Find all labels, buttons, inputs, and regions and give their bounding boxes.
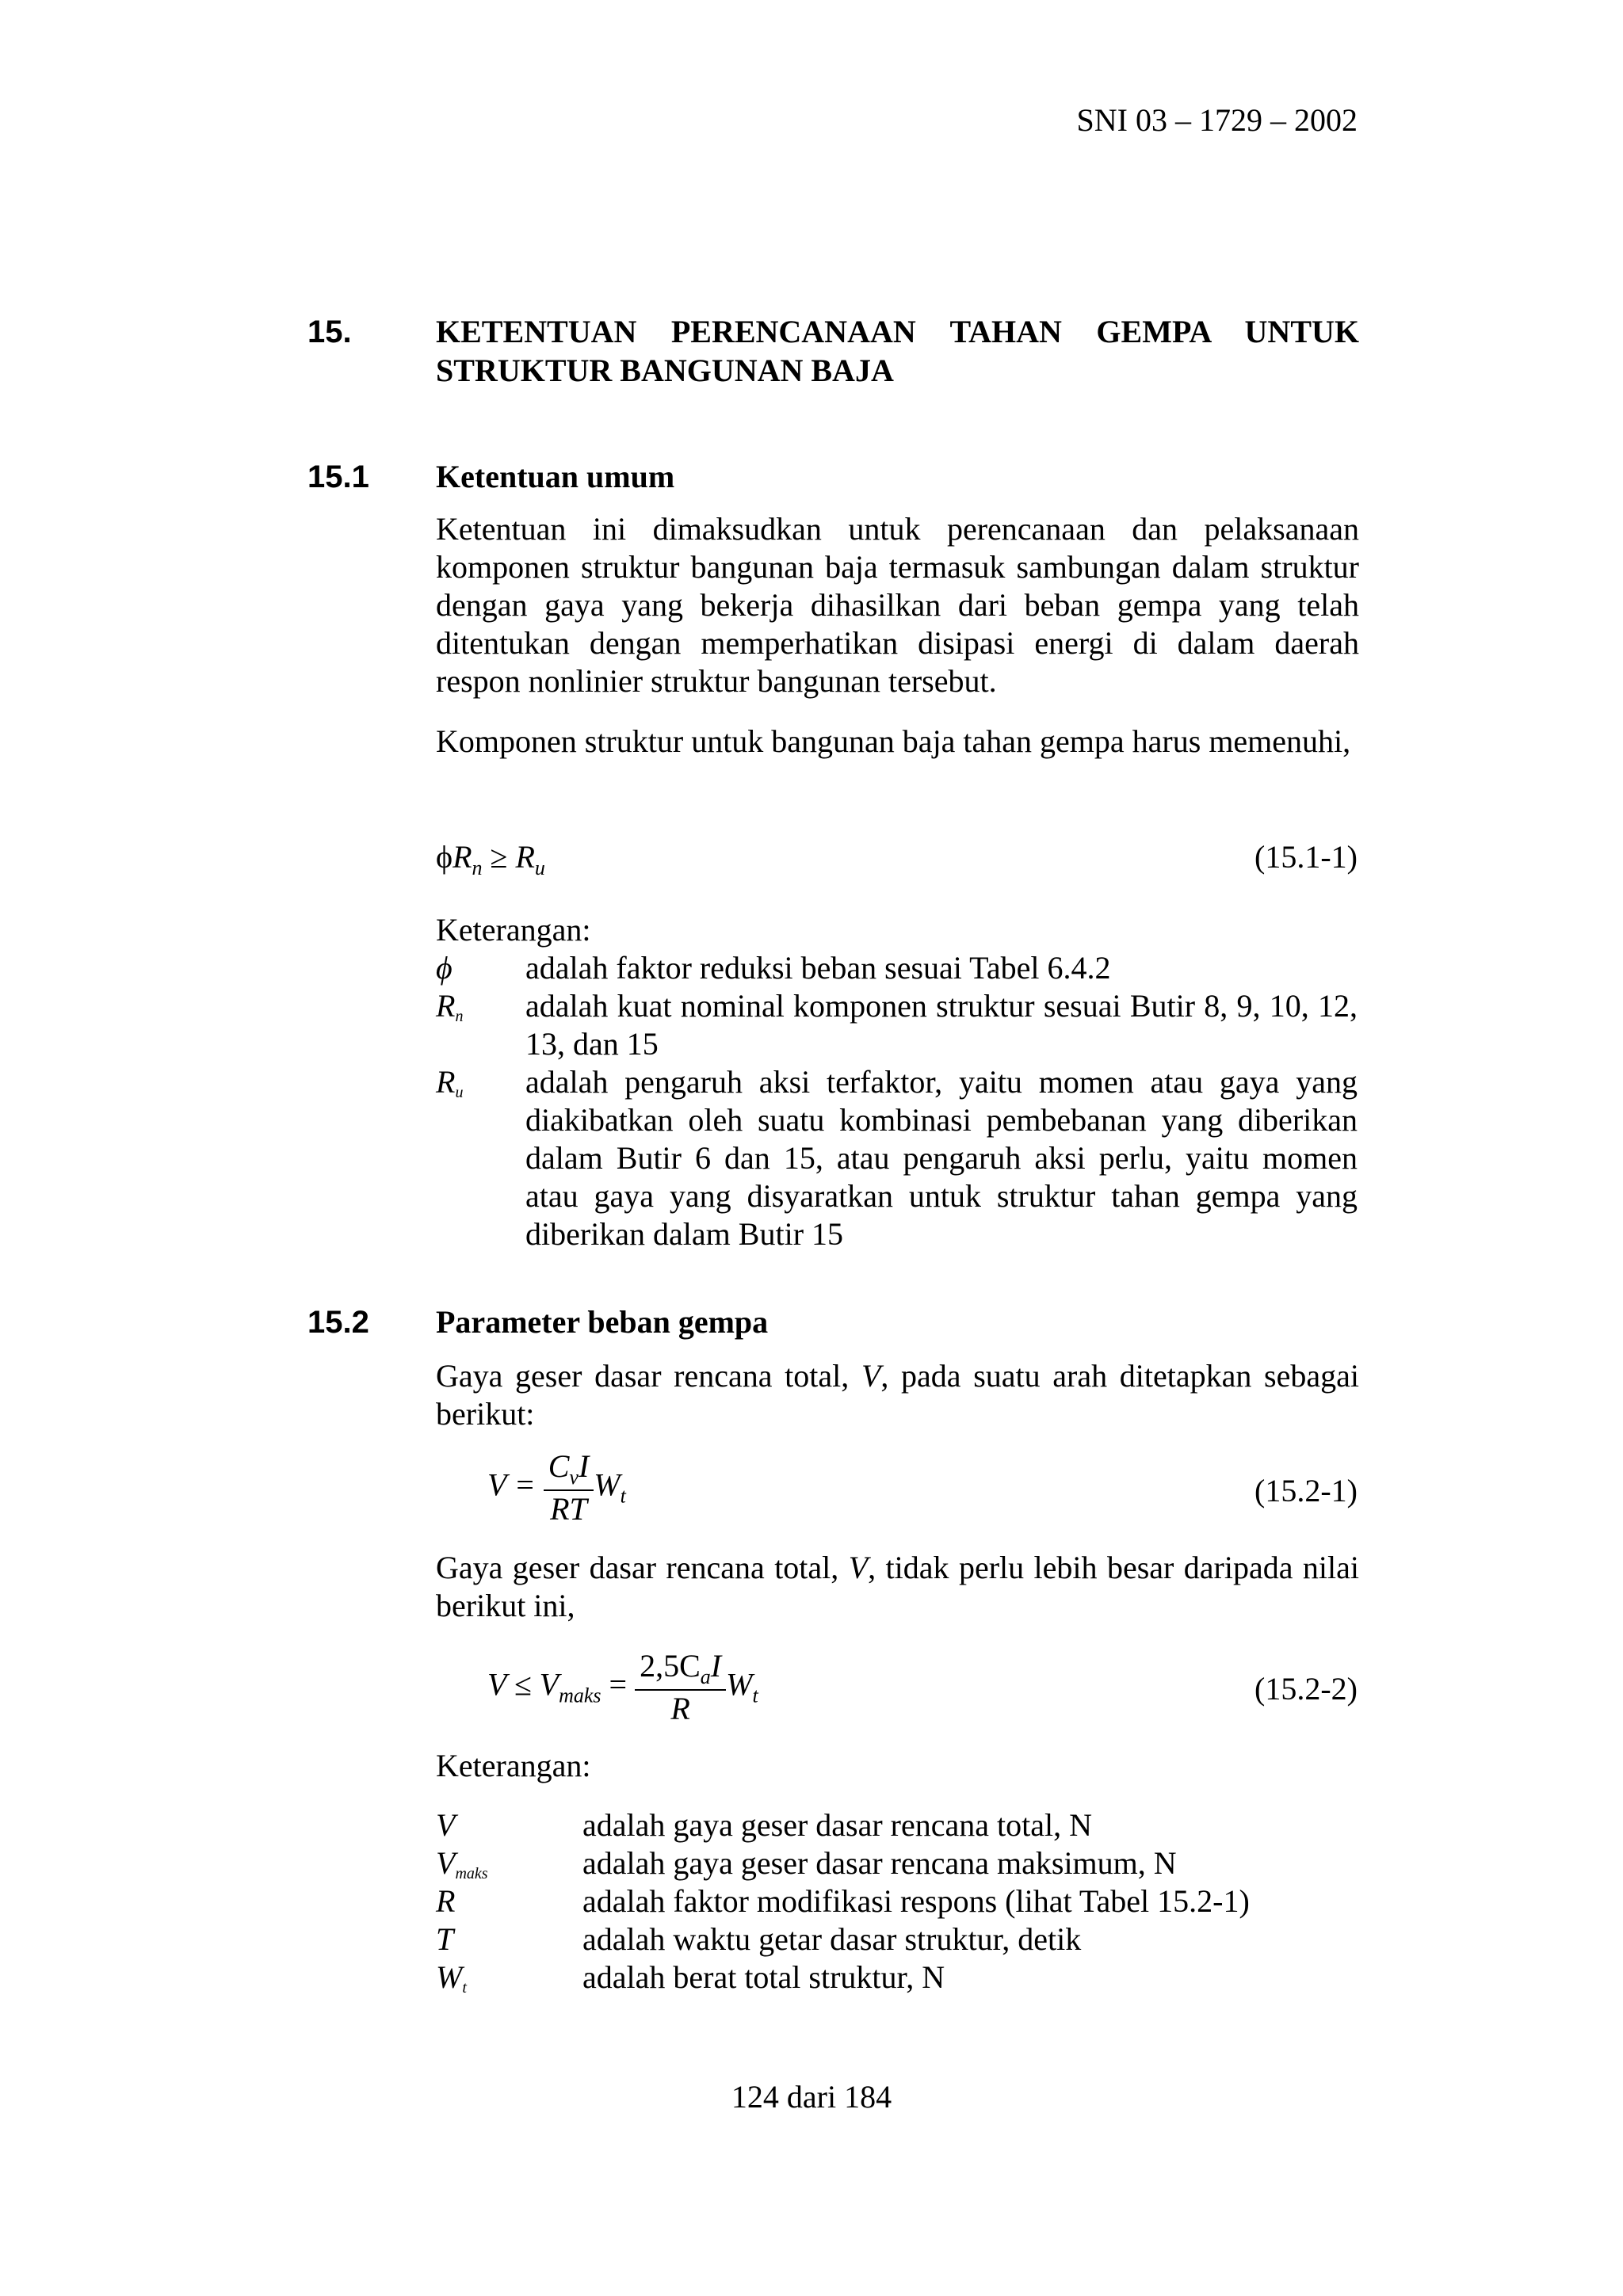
keterangan-label-1: Keterangan: xyxy=(436,912,591,948)
def-text-ru: adalah pengaruh aksi terfaktor, yaitu momen atau gaya yang diakibatkan oleh suatu kombinasi pembebanan yang diberikan dalam Butir 6 dan 15, atau pengaruh aksi perlu, yaitu momen atau gaya yang disyaratkan untuk struktur tahan gempa yang diberikan dalam Butir 15 xyxy=(525,1064,1358,1252)
def-symbol-rn: Rn xyxy=(436,988,464,1025)
def2-text-wt: adalah berat total struktur, N xyxy=(582,1959,945,1995)
page-number-footer: 124 dari 184 xyxy=(731,2079,892,2115)
def-text-rn: adalah kuat nominal komponen struktur sesuai Butir 8, 9, 10, 12, 13, dan 15 xyxy=(525,988,1358,1062)
def2-symbol-wt: Wt xyxy=(436,1959,467,1997)
def2-symbol-v: V xyxy=(436,1807,456,1843)
equation-15-2-1-number: (15.2-1) xyxy=(1254,1473,1358,1508)
document-code-header: SNI 03 – 1729 – 2002 xyxy=(1076,102,1358,138)
equation-15-2-2-number: (15.2-2) xyxy=(1254,1671,1358,1707)
keterangan-label-2: Keterangan: xyxy=(436,1748,591,1783)
def2-text-r: adalah faktor modifikasi respons (lihat Tabel 15.2-1) xyxy=(582,1883,1250,1919)
section-15-title: KETENTUAN PERENCANAAN TAHAN GEMPA UNTUK STRUKTUR BANGUNAN BAJA xyxy=(436,314,1359,388)
def2-text-vmaks: adalah gaya geser dasar rencana maksimum, N xyxy=(582,1845,1177,1881)
eq1-lhs: V = xyxy=(487,1466,536,1503)
geq-symbol: ≥ xyxy=(490,839,508,875)
section-15-2-paragraph-1: Gaya geser dasar rencana total, V, pada suatu arah ditetapkan sebagai berikut: xyxy=(436,1358,1360,1432)
eq1-fraction: $\frac{C_vI}{RT}$ xyxy=(544,1450,594,1526)
eq-R: R xyxy=(453,839,472,875)
section-15-1-number: 15.1 xyxy=(307,460,369,494)
def2-symbol-t: T xyxy=(436,1921,454,1957)
def2-text-v: adalah gaya geser dasar rencana total, N xyxy=(582,1807,1092,1843)
eq-sub-n: n xyxy=(472,856,483,879)
section-15-1-paragraph-2: Komponen struktur untuk bangunan baja tahan gempa harus memenuhi, xyxy=(436,723,1351,759)
section-15-2-title: Parameter beban gempa xyxy=(436,1304,769,1340)
equation-15-1-1 xyxy=(436,838,545,881)
equation-15-2-1: V = $\frac{C_vI}{RT}$ $W_t$ xyxy=(487,1448,626,1527)
section-15-2-number: 15.2 xyxy=(307,1305,369,1340)
phi-symbol: ϕ xyxy=(436,839,453,875)
section-15-2-paragraph-2: Gaya geser dasar rencana total, V, tidak perlu lebih besar daripada nilai berikut ini, xyxy=(436,1550,1359,1623)
equation-15-1-1-number: (15.1-1) xyxy=(1254,839,1358,875)
section-15-1-paragraph-1: Ketentuan ini dimaksudkan untuk perencanaan dan pelaksanaan komponen struktur bangunan baja termasuk sambungan dalam struktur dengan gaya yang bekerja dihasilkan dari beban gempa yang telah ditentukan dengan memperhatikan disipasi energi di dalam daerah respon nonlinier struktur bangunan tersebut. xyxy=(436,511,1359,699)
section-15-number: 15. xyxy=(307,315,352,349)
eq2-fraction: $\frac{2,5C_aI}{R}$ xyxy=(635,1650,726,1726)
def2-text-t: adalah waktu getar dasar struktur, detik xyxy=(582,1921,1082,1957)
def-symbol-ru: Ru xyxy=(436,1064,464,1101)
def-text-phi: adalah faktor reduksi beban sesuai Tabel 6.4.2 xyxy=(525,950,1111,986)
def2-symbol-r: R xyxy=(436,1883,456,1919)
eq-Ru: R xyxy=(515,839,535,875)
equation-15-2-2: $V \le V_{maks}$ = $\frac{2,5C_aI}{R}$ $W_t$ xyxy=(487,1648,758,1727)
eq-sub-u: u xyxy=(534,856,545,879)
def-symbol-phi: ϕ xyxy=(436,950,453,986)
section-15-1-title: Ketentuan umum xyxy=(436,459,675,494)
def2-symbol-vmaks: Vmaks xyxy=(436,1845,488,1882)
